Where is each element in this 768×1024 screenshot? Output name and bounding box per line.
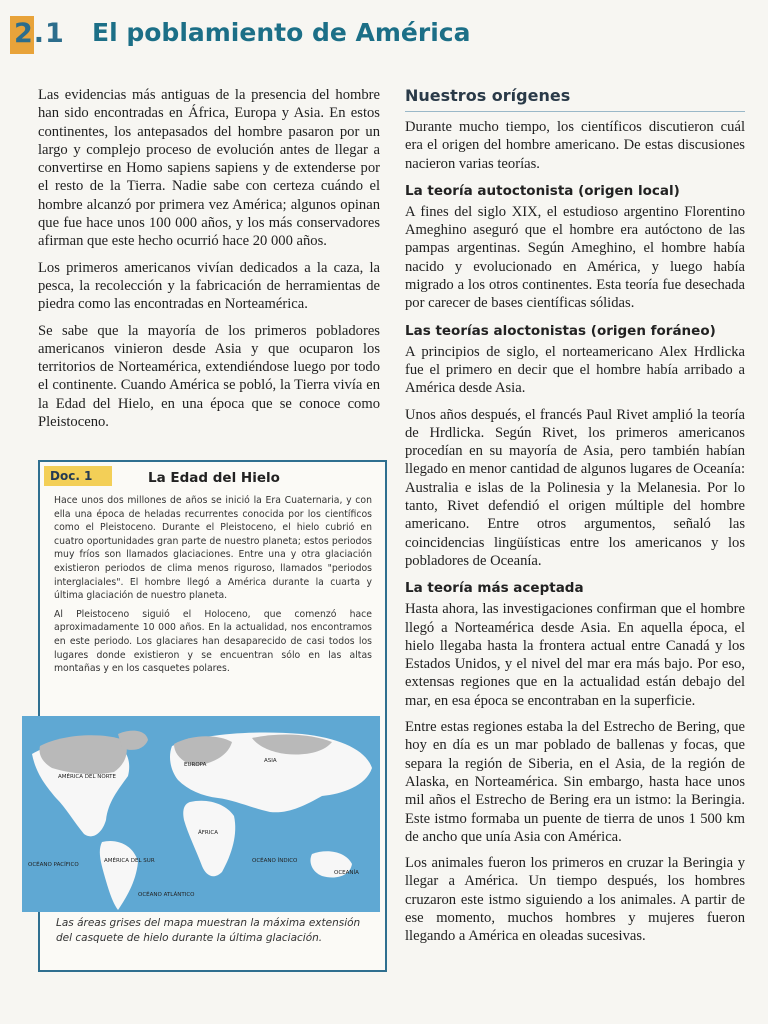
map-label-oceania: OCEANÍA bbox=[334, 870, 359, 876]
doc-title: La Edad del Hielo bbox=[148, 470, 280, 486]
right-column bbox=[405, 86, 745, 954]
document-box bbox=[28, 460, 387, 972]
left-paragraph: Las evidencias más antiguas de la presencia del hombre han sido encontradas en África, Europa y Asia. En estos continentes, los antepasados del hombre pasaron por un largo y complejo proceso de evolución antes de llegar a convertirse en Homo sapiens sapiens y de extenderse por el resto de la Tierra. Nadie sabe con certeza cuándo el hombre alcanzó por primera vez América; algunos opinan que fue hace unos 100 000 años, y los más conservadores afirman que este hecho ocurrió hace 20 000 años. bbox=[38, 87, 380, 250]
theory-paragraph: Unos años después, el francés Paul Rivet amplió la teoría de Hrdlicka. Según Rivet, los primeros americanos procedían en su mayoría de Asia, pero también habían llegado en menor cantidad de algunos lugares de Oceanía: Australia e islas de la Polinesia y la Melanesia. Por lo tanto, Rivet defendió el origen múltiple del hombre americano. Entre otros argumentos, señaló las coincidencias lingüísticas entre los americanos y los pobladores de Oceanía. bbox=[405, 406, 745, 569]
theory-heading: La teoría autoctonista (origen local) bbox=[405, 182, 680, 199]
left-paragraph: Los primeros americanos vivían dedicados a la caza, la pesca, la recolección y la fabricación de herramientas de piedra como las encontradas en Norteamérica. bbox=[38, 259, 380, 313]
map-label-indian: OCÉANO ÍNDICO bbox=[252, 858, 298, 864]
page-header bbox=[10, 16, 750, 62]
map-label-asia: ASIA bbox=[264, 758, 277, 764]
theory-paragraph: Hasta ahora, las investigaciones confirman que el hombre llegó a Norteamérica desde Asia. En aquella época, el hielo llegaba hasta la frontera actual entre Canadá y los Estados Unidos, y el nivel del mar era más bajo. Por eso, extensas regiones que en la actualidad están debajo del mar, en esa época se encontraban en la superficie. bbox=[405, 601, 745, 709]
theory-paragraph: A principios de siglo, el norteamericano Alex Hrdlicka fue el primero en decir que el hombre había arribado a América desde Asia. bbox=[405, 343, 745, 397]
doc-paragraph: Al Pleistoceno siguió el Holoceno, que comenzó hace aproximadamente 10 000 años. En la actualidad, nos encontramos en este periodo. Los glaciares han desaparecido de casi todos los lugares donde existieron y se encuentran sólo en las altas montañas y en los casquetes polares. bbox=[54, 608, 372, 675]
map-label-europe: EUROPA bbox=[184, 762, 207, 768]
map-label-pacific: OCÉANO PACÍFICO bbox=[28, 862, 79, 868]
map-label-north-america: AMÉRICA DEL NORTE bbox=[58, 774, 116, 780]
doc-text bbox=[54, 494, 372, 681]
theory-heading: La teoría más aceptada bbox=[405, 580, 584, 597]
map-label-atlantic: OCÉANO ATLÁNTICO bbox=[138, 892, 195, 898]
left-paragraph: Se sabe que la mayoría de los primeros pobladores americanos vinieron desde Asia y que ocuparon los territorios de Norteamérica, extendiéndose luego por todo el continente. Cuando América se pobló, la Tierra vivía en la Edad del Hielo, en una época que se conoce como Pleistoceno. bbox=[38, 322, 380, 431]
doc-label: Doc. 1 bbox=[44, 466, 112, 486]
theory-paragraph: Entre estas regiones estaba la del Estrecho de Bering, que hoy en día es un mar poblado de ballenas y focas, que separa la región de Siberia, en el Asia, de la región de Alaska, en Norteamérica. Sin embargo, hasta hace unos mil años el Estrecho de Bering era un istmo: la Beringia. Este istmo formaba un puente de tierra de unos 1 500 km de ancho que unía Asia con América. bbox=[405, 719, 745, 845]
theory-paragraph: Los animales fueron los primeros en cruzar la Beringia y llegar a América. Un tiempo después, los hombres cruzaron este istmo siguiendo a los animales. A partir de ese momento, muchos hombres y mujeres fueron llegando a América en oleadas sucesivas. bbox=[405, 855, 745, 945]
map-label-africa: ÁFRICA bbox=[198, 830, 218, 836]
map-caption: Las áreas grises del mapa muestran la máxima extensión del casquete de hielo durante la última glaciación. bbox=[56, 917, 361, 944]
left-column bbox=[38, 86, 380, 439]
ice-age-map bbox=[22, 716, 380, 912]
section-heading: Nuestros orígenes bbox=[405, 86, 745, 112]
page-title: El poblamiento de América bbox=[92, 18, 471, 47]
section-number: 2.1 bbox=[14, 18, 65, 49]
doc-paragraph: Hace unos dos millones de años se inició la Era Cuaternaria, y con ella una época de heladas recurrentes conocida por los científicos como el Pleistoceno. Durante el Pleistoceno, el hielo cubrió en cuatro oportunidades gran parte de nuestro planeta; estos periodos muy fríos son llamados glaciaciones. Entre una y otra glaciación existieron periodos de clima menos riguroso, llamados "periodos interglaciales". El hombre llegó a América durante la cuarta y última glaciación de nuestro planeta. bbox=[54, 495, 372, 602]
theory-heading: Las teorías aloctonistas (origen foráneo) bbox=[405, 322, 716, 339]
map-label-south-america: AMÉRICA DEL SUR bbox=[104, 858, 155, 864]
theory-paragraph: A fines del siglo XIX, el estudioso argentino Florentino Ameghino aseguró que el hombre era autóctono de las pampas argentinas. Según Ameghino, el hombre había nacido y evolucionado en América, y luego había migrado a los otros continentes. Esta teoría fue desechada por carecer de bases científicas sólidas. bbox=[405, 203, 745, 312]
right-intro: Durante mucho tiempo, los científicos discutieron cuál era el origen del hombre americano. De estas discusiones nacieron varias teorías. bbox=[405, 119, 745, 172]
